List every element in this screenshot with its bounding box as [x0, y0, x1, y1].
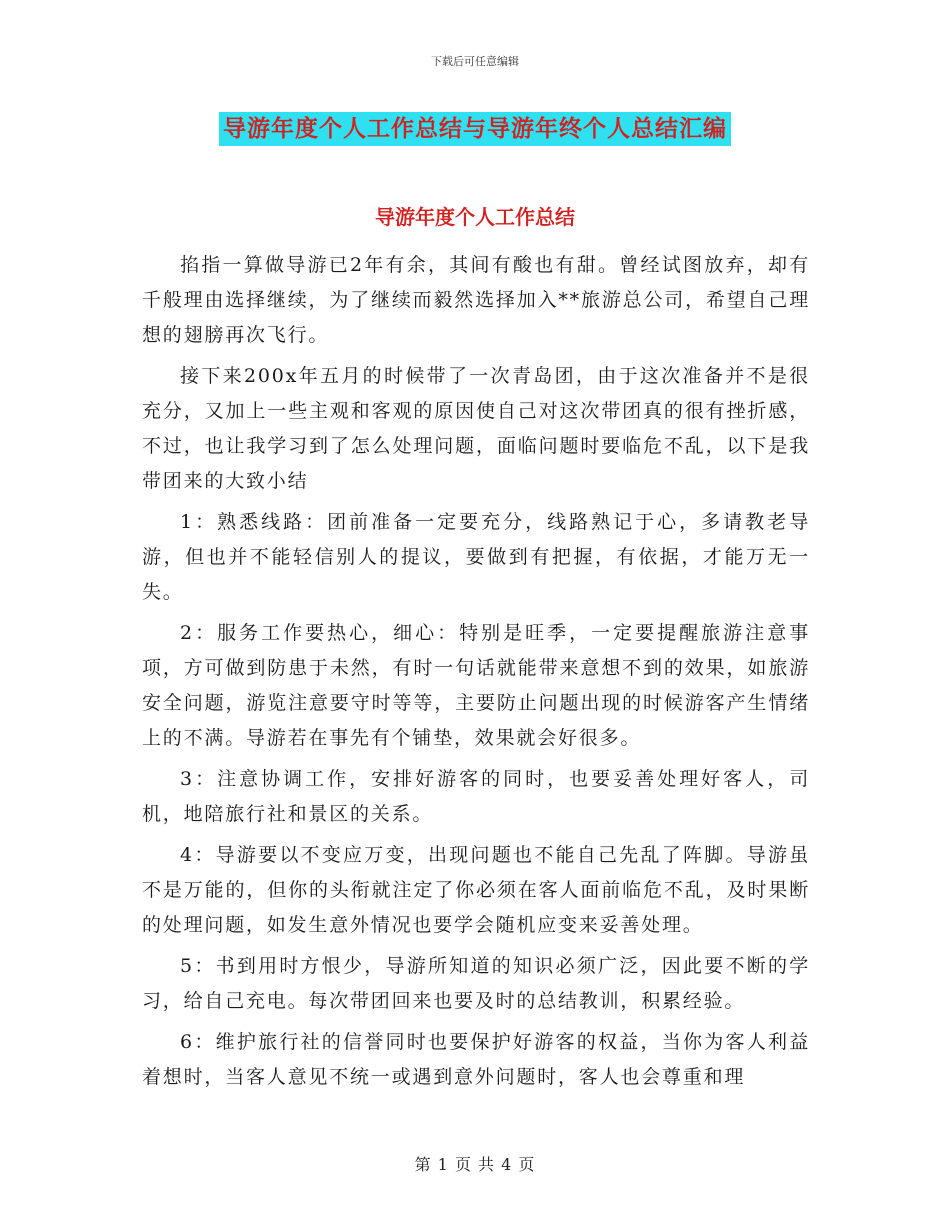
document-body	[142, 248, 810, 1101]
section-title: 导游年度个人工作总结	[375, 205, 575, 229]
paragraph: 接下来200x年五月的时候带了一次青岛团，由于这次准备并不是很充分，又加上一些主观和客观的原因使自己对这次带团真的很有挫折感，不过，也让我学习到了怎么处理问题，面临问题时要临危不乱，以下是我带团来的大致小结	[142, 365, 810, 492]
paragraph: 5：书到用时方恨少，导游所知道的知识必须广泛，因此要不断的学习，给自己充电。每次带团回来也要及时的总结教训，积累经验。	[142, 955, 810, 1012]
document-title: 导游年度个人工作总结与导游年终个人总结汇编	[219, 112, 731, 146]
paragraph: 1：熟悉线路：团前准备一定要充分，线路熟记于心，多请教老导游，但也并不能轻信别人的提议，要做到有把握，有依据，才能万无一失。	[142, 511, 810, 603]
page-number-footer: 第 1 页 共 4 页	[414, 1155, 536, 1174]
paragraph: 4：导游要以不变应万变，出现问题也不能自己先乱了阵脚。导游虽不是万能的，但你的头衔就注定了你必须在客人面前临危不乱，及时果断的处理问题，如发生意外情况也要学会随机应变来妥善处理。	[142, 844, 810, 936]
paragraph: 2：服务工作要热心，细心：特别是旺季，一定要提醒旅游注意事项，方可做到防患于未然，有时一句话就能带来意想不到的效果，如旅游安全问题，游览注意要守时等等，主要防止问题出现的时候游客产生情绪上的不满。导游若在事先有个铺垫，效果就会好很多。	[142, 622, 810, 749]
paragraph: 掐指一算做导游已2年有余，其间有酸也有甜。曾经试图放弃，却有千般理由选择继续，为了继续而毅然选择加入**旅游总公司，希望自己理想的翅膀再次飞行。	[142, 254, 810, 346]
paragraph: 6：维护旅行社的信誉同时也要保护好游客的权益，当你为客人利益着想时，当客人意见不统一或遇到意外问题时，客人也会尊重和理	[142, 1031, 810, 1088]
document-title-container	[0, 112, 950, 146]
page-header-note: 下载后可任意编辑	[431, 55, 519, 68]
paragraph: 3：注意协调工作，安排好游客的同时，也要妥善处理好客人，司机，地陪旅行社和景区的关系。	[142, 768, 810, 825]
